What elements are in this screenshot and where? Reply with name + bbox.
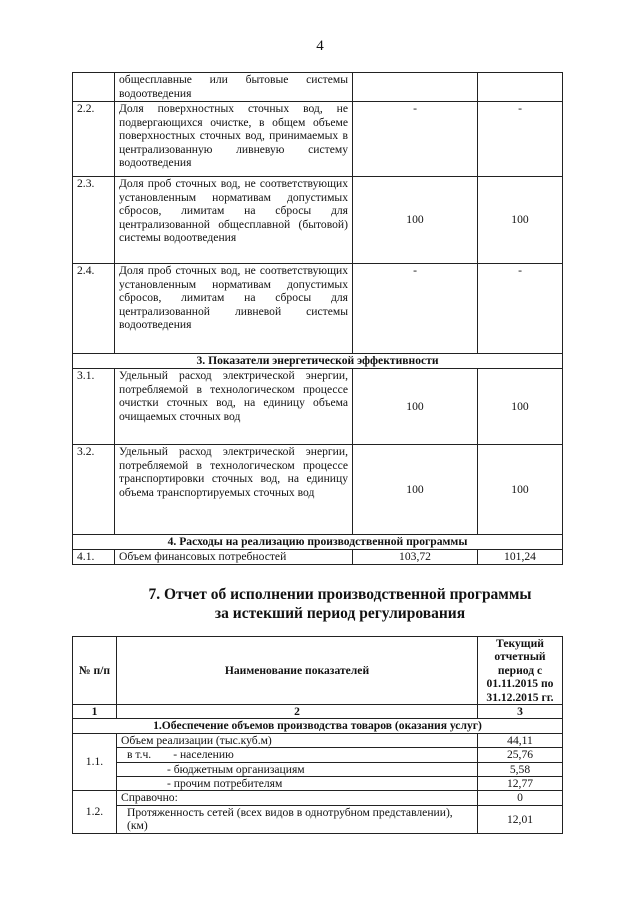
header-num: № п/п [73,637,117,705]
value-cell: 100 [353,369,478,445]
indicators-table [72,72,563,565]
row-num: 3.2. [73,445,115,535]
table-row [73,748,563,762]
row-description: Удельный расход электрической энергии, потребляемой в технологическом процессе транспортировки сточных вод, на единицу объема транспортируемых сточных вод [115,445,353,535]
row-description: Доля проб сточных вод, не соответствующих установленным нормативам допустимых сбросов, лимитам на сбросы для централизованной ливневой системы водоотведения [115,264,353,354]
value-cell: - [353,102,478,177]
table-row [73,733,563,747]
row-num-cell [73,73,115,102]
section-row [73,354,563,369]
table-row [73,177,563,264]
value-cell: 0 [478,791,563,805]
row-num: 2.2. [73,102,115,177]
table-row [73,550,563,565]
value-cell: 12,77 [478,777,563,791]
table-row [73,73,563,102]
section-title: 4. Расходы на реализацию производственной программы [73,535,563,550]
row-label: Объем реализации (тыс.куб.м) [117,733,478,747]
value-cell: 100 [353,177,478,264]
row-label-text: - населению [173,748,234,762]
value-cell: 101,24 [478,550,563,565]
value-cell: 103,72 [353,550,478,565]
value-cell: 25,76 [478,748,563,762]
col-num: 3 [478,705,563,719]
row-num: 3.1. [73,369,115,445]
table-row [73,369,563,445]
section-7-title-line2: за истекший период регулирования [214,605,466,622]
row-prefix: в т.ч. [127,748,152,762]
row-label: - прочим потребителям [117,777,478,791]
table-row [73,102,563,177]
report-table [72,636,563,834]
table-row [73,791,563,805]
row-num: 1.1. [73,733,117,791]
value-cell: 100 [353,445,478,535]
row-description: Доля поверхностных сточных вод, не подвергающихся очистке, в общем объеме поверхностных сточных вод, принимаемых в централизованную ливневую систему водоотведения [115,102,353,177]
value-cell: 100 [478,177,563,264]
value-cell [478,73,563,102]
table-row [73,445,563,535]
value-cell: - [478,102,563,177]
table-row [73,777,563,791]
value-cell: - [478,264,563,354]
row-num: 4.1. [73,550,115,565]
header-period: Текущий отчетный период с 01.11.2015 по 31.12.2015 гг. [478,637,563,705]
section-7-heading [0,585,640,623]
row-description: Доля проб сточных вод, не соответствующих установленным нормативам допустимых сбросов, лимитам на сбросы для централизованной общесплавной (бытовой) системы водоотведения [115,177,353,264]
row-num: 2.4. [73,264,115,354]
value-cell: 100 [478,445,563,535]
col-num-row [73,705,563,719]
section-row [73,719,563,733]
row-description: Объем финансовых потребностей [115,550,353,565]
section-row [73,535,563,550]
row-label: Протяженность сетей (всех видов в однотрубном представлении), (км) [117,805,478,833]
col-num: 2 [117,705,478,719]
value-cell: - [353,264,478,354]
header-row [73,637,563,705]
row-label: Справочно: [117,791,478,805]
value-cell: 12,01 [478,805,563,833]
section-7-title-line1: 7. Отчет об исполнении производственной программы [148,586,532,603]
row-label: - бюджетным организациям [117,762,478,776]
row-num: 1.2. [73,791,117,833]
row-description: Удельный расход электрической энергии, потребляемой в технологическом процессе очистки сточных вод, на единицу объема очищаемых сточных вод [115,369,353,445]
row-description: общесплавные или бытовые системы водоотведения [115,73,353,102]
value-cell: 100 [478,369,563,445]
header-name: Наименование показателей [117,637,478,705]
row-label [117,748,478,762]
row-num: 2.3. [73,177,115,264]
table-row [73,805,563,833]
section-title: 3. Показатели энергетической эффективности [73,354,563,369]
col-num: 1 [73,705,117,719]
table-row [73,762,563,776]
table-row [73,264,563,354]
page-number: 4 [316,38,324,54]
section-title: 1.Обеспечение объемов производства товаров (оказания услуг) [73,719,563,733]
value-cell: 5,58 [478,762,563,776]
value-cell [353,73,478,102]
value-cell: 44,11 [478,733,563,747]
